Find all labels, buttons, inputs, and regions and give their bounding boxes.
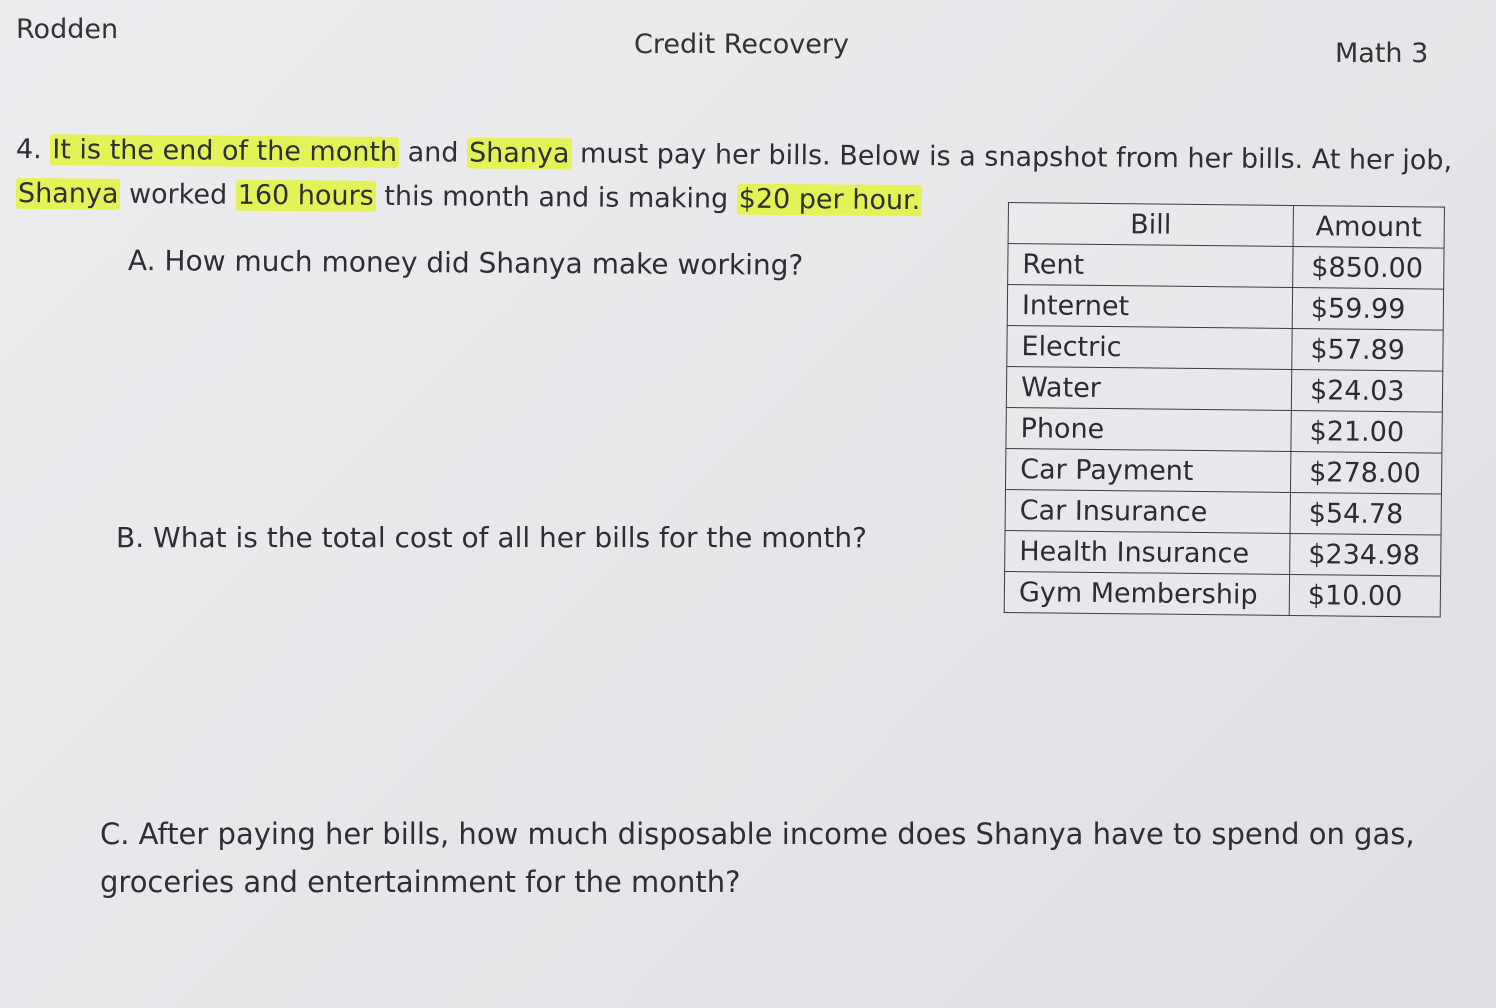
- question-a: A. How much money did Shanya make working?: [127, 244, 804, 282]
- bill-amount-cell: $10.00: [1289, 574, 1440, 617]
- highlighted-text: It is the end of the month: [52, 134, 398, 168]
- bill-amount-cell: $24.03: [1291, 369, 1442, 412]
- problem-line-1-segments: [50, 134, 1452, 176]
- column-header-bill: Bill: [1008, 203, 1293, 247]
- highlighted-text: Shanya: [17, 178, 119, 210]
- table-row: [1006, 407, 1442, 453]
- bill-name-cell: Electric: [1007, 325, 1292, 369]
- bill-amount-cell: $21.00: [1291, 410, 1442, 453]
- bill-amount-cell: $278.00: [1290, 451, 1441, 494]
- bill-amount-cell: $234.98: [1290, 533, 1441, 576]
- bill-name-cell: Health Insurance: [1005, 530, 1290, 574]
- question-c: C. After paying her bills, how much disposable income does Shanya have to spend on gas, groceries and entertainment for the month?: [100, 817, 1415, 899]
- bill-name-cell: Gym Membership: [1004, 571, 1289, 615]
- problem-text: and: [398, 137, 468, 169]
- table-row: [1008, 244, 1444, 290]
- bill-amount-cell: $54.78: [1290, 492, 1441, 535]
- bill-name-cell: Car Insurance: [1005, 489, 1290, 533]
- problem-number: 4.: [15, 134, 42, 166]
- problem-text: must pay her bills. Below is a snapshot from her bills. At her job,: [571, 138, 1453, 177]
- bill-amount-cell: $59.99: [1292, 287, 1443, 330]
- bill-name-cell: Water: [1006, 366, 1291, 410]
- bill-amount-cell: $57.89: [1292, 328, 1443, 371]
- student-name: Rodden: [16, 14, 119, 45]
- highlighted-text: Shanya: [468, 137, 570, 170]
- bill-name-cell: Rent: [1008, 244, 1293, 288]
- bill-name-cell: Phone: [1006, 407, 1291, 451]
- table-row: [1004, 571, 1440, 617]
- table-header-row: [1008, 203, 1444, 249]
- bills-table-body: [1004, 244, 1444, 618]
- highlighted-text: $20 per hour.: [738, 183, 921, 217]
- table-row: [1006, 366, 1442, 412]
- table-row: [1007, 285, 1443, 331]
- table-row: [1007, 325, 1443, 371]
- problem-text: worked: [120, 178, 236, 211]
- table-row: [1005, 530, 1441, 576]
- subject-label: Math 3: [1335, 38, 1429, 69]
- column-header-amount: Amount: [1293, 205, 1444, 248]
- problem-text: this month and is making: [375, 180, 737, 215]
- question-b: B. What is the total cost of all her bills for the month?: [116, 521, 867, 554]
- bill-amount-cell: $850.00: [1293, 246, 1444, 289]
- course-title: Credit Recovery: [634, 29, 849, 60]
- highlighted-text: 160 hours: [237, 179, 374, 212]
- bill-name-cell: Internet: [1007, 285, 1292, 329]
- bill-name-cell: Car Payment: [1005, 448, 1290, 492]
- table-row: [1005, 489, 1441, 535]
- problem-statement: [16, 128, 1456, 216]
- table-row: [1005, 448, 1441, 494]
- bills-table: [1004, 202, 1445, 618]
